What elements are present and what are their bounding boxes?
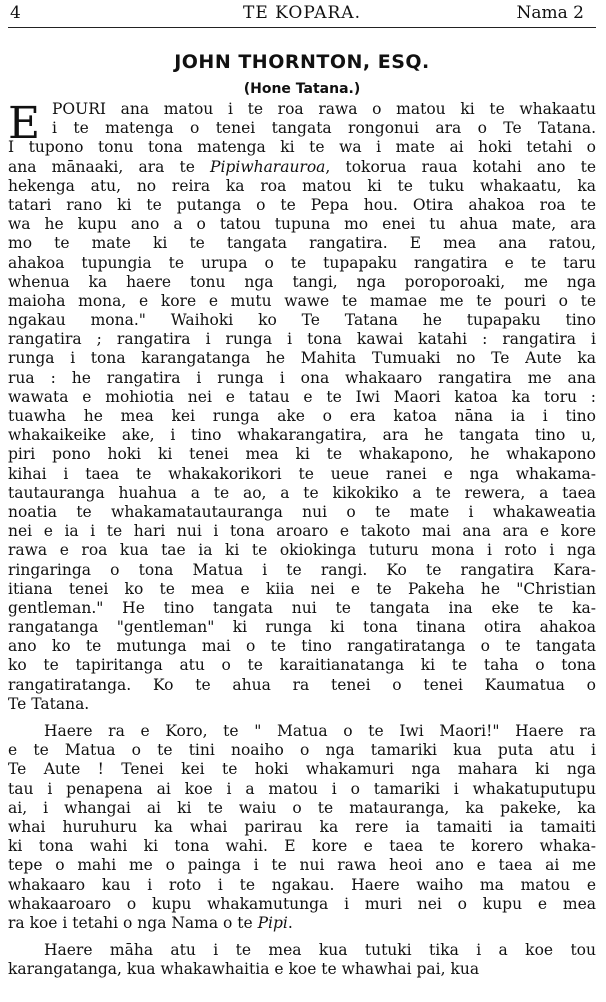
text-line: maioha mona, e kore e mutu wawe te mamae me te pouri o te (8, 291, 596, 310)
article-subtitle: (Hone Tatana.) (243, 81, 361, 97)
text-line: POURI ana matou i te roa rawa o matou ki te whakaatu (52, 100, 596, 118)
text-line: rawa e roa kua tae ia ki te okiokinga tuturu mona i roto i nga (8, 541, 596, 560)
issue-number: Nama 2 (516, 3, 584, 23)
text-line: ahakoa tupungia te urupa o te tupapaku rangatira e te taru (8, 253, 596, 272)
text-line: rangatanga "gentleman" ki runga ki tona tinana otira ahakoa (8, 618, 596, 637)
drop-cap: E (8, 98, 41, 149)
text-line: piri pono hoki ki tenei mea ki te whakapono, he whakapono (8, 445, 596, 464)
text-line: rangatiratanga. Ko te ahua ra tenei o tenei Kaumatua o (8, 675, 596, 694)
text-line: Haere māha atu i te mea kua tutuki tika i a koe tou (44, 941, 596, 960)
text-line: rua : he rangatira i runga i ona whakaaro rangatira me ana (8, 368, 596, 387)
text-line: tatari rano ki te putanga o te Pepa hou. Otira ahakoa roa te (8, 195, 596, 214)
article-title: JOHN THORNTON, ESQ. (174, 51, 430, 73)
text-line: hekenga atu, no reira ka roa matou ki te tuku whakaatu, ka (8, 176, 596, 195)
text-line: itiana tenei ko te mea e kiia nei e te Pakeha he "Christian (8, 579, 596, 598)
text-line: whenua ka haere tonu nga tangi, nga poroporoaki, me nga (8, 272, 596, 291)
text-line: whakaaro kau i roto i te ngakau. Haere waiho ma matou e (8, 875, 596, 894)
text-line: Haere ra e Koro, te " Matua o te Iwi Maori!" Haere ra (44, 722, 596, 740)
text-line: rangatira ; rangatira i runga i tona kawai katahi : rangatira i (8, 330, 596, 349)
text-line: Te Tatana. (8, 694, 90, 713)
page (8, 0, 596, 1002)
text-line: ai, i whangai ai ki te waiu o te matauranga, ka pakeke, ka (8, 798, 596, 817)
text-line: Te Aute ! Tenei kei te hoki whakamuri nga mahara ki nga (8, 760, 596, 779)
text-line: nei e ia i te hari nui i tona aroaro e takoto mai ana ara e kore (8, 522, 596, 541)
text-line: tautauranga huahua a te ao, a te kikokiko a te rewera, a taea (8, 483, 596, 502)
text-line: ki tona wahi ki tona wahi. E kore e taea te korero whaka- (8, 837, 596, 856)
paragraph-gap (8, 714, 596, 722)
header-rule (8, 27, 596, 28)
text-line: tepe o mahi me o painga i te nui rawa heoi ano e taea ai me (8, 856, 596, 875)
text-line: kihai i taea te whakakorikori te ueue ranei e nga whakama- (8, 464, 596, 483)
text-line: whakaaroaro o kupu whakamutunga i muri nei o kupu e mea (8, 894, 596, 913)
publication-title: TE KOPARA. (243, 3, 361, 23)
paragraph-gap (8, 933, 596, 941)
text-line: ngakau mona." Waihoki ko Te Tatana he tupapaku tino (8, 311, 596, 330)
text-line: noatia te whakamatautauranga nui o te mate i whakaweatia (8, 502, 596, 521)
text-line: runga i tona karangatanga he Mahita Tumuaki no Te Aute ka (8, 349, 596, 368)
text-line: ra koe i tetahi o nga Nama o te Pipi. (8, 913, 293, 932)
text-line: wawata e mohiotia nei e tatau e te Iwi Maori katoa ka toru : (8, 387, 596, 406)
text-line: ringaringa o tona Matua i te rangi. Ko te rangatira Kara- (8, 560, 596, 579)
text-line: ana mānaaki, ara te Pipiwharauroa, tokorua raua kotahi ano te (8, 157, 596, 176)
text-line: whai huruhuru ka whai parirau ka rere ia tamaiti ia tamaiti (8, 817, 596, 836)
text-line: tau i penapena ai koe i a matou i o tamariki i whakatuputupu (8, 779, 596, 798)
text-line: tuawha he mea kei runga ake o era katoa nāna ia i tino (8, 407, 596, 425)
text-line: I tupono tonu tona matenga ki te wa i mate ai hoki tetahi o (8, 138, 596, 157)
text-line: ko te tapiritanga atu o te karaitianatanga ki te taha o tona (8, 656, 596, 675)
text-line: ano ko te mutunga mai o te tino rangatiratanga o te tangata (8, 637, 596, 656)
text-line: e te Matua o te tini noaiho o nga tamariki kua puta atu i (8, 741, 596, 760)
page-number: 4 (10, 3, 21, 23)
text-line: gentleman." He tino tangata nui te tangata ina eke te ka- (8, 598, 596, 617)
text-line: i te matenga o tenei tangata rongonui ara o Te Tatana. (52, 119, 596, 138)
text-line: wa he kupu ano a o tatou tupuna mo enei tu ahua mate, ara (8, 215, 596, 234)
running-head (8, 1, 596, 25)
article-body (8, 100, 596, 979)
text-line: karangatanga, kua whakawhaitia e koe te whawhai pai, kua (8, 960, 480, 979)
text-line: mo te mate ki te tangata rangatira. E mea ana ratou, (8, 234, 596, 253)
text-line: whakaikeike ake, i tino whakarangatira, ara he tangata tino u, (8, 426, 596, 445)
